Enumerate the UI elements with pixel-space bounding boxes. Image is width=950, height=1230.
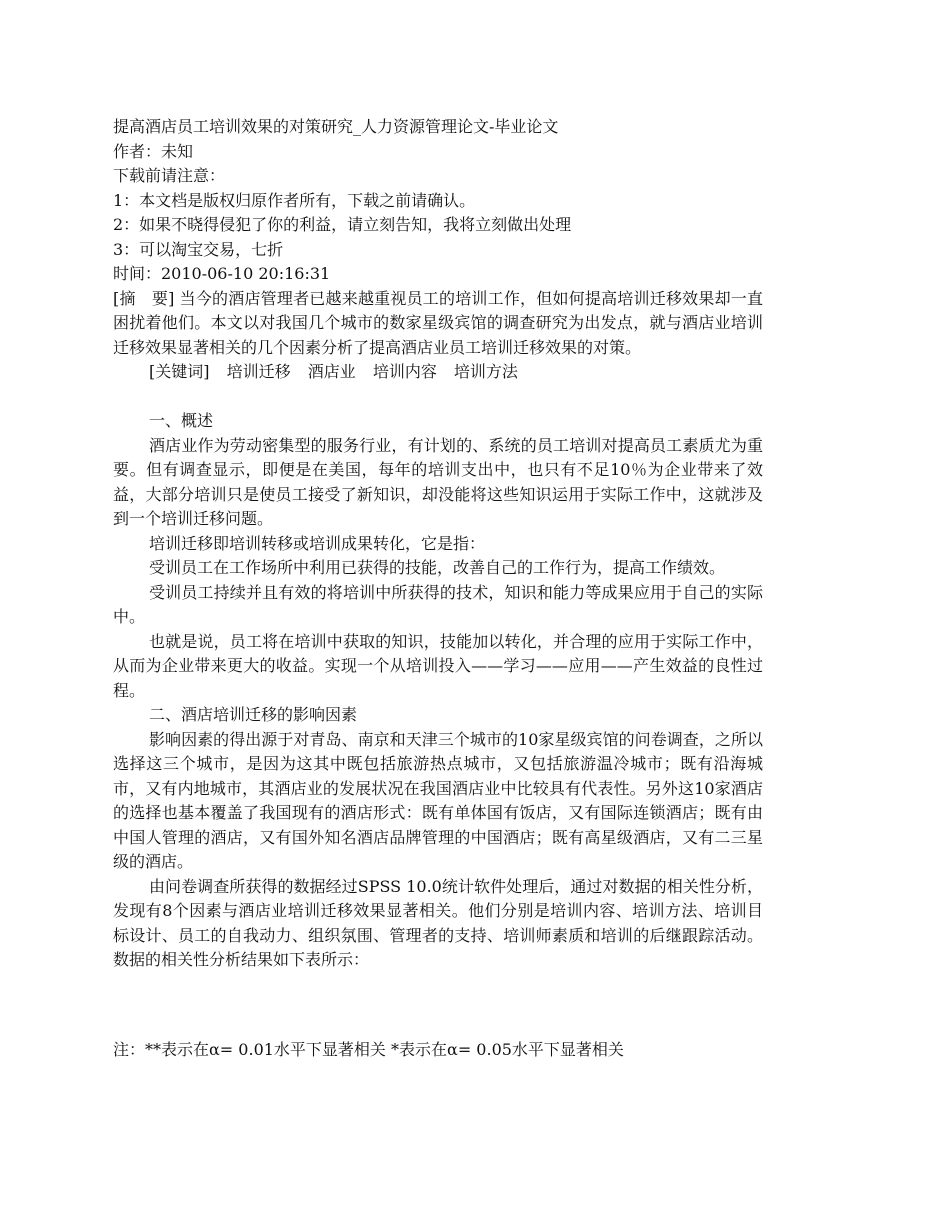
overview-paragraph-3: 受训员工在工作场所中利用已获得的技能，改善自己的工作行为，提高工作绩效。	[149, 558, 726, 577]
notice-item-1: 1：本文档是版权归原作者所有，下载之前请确认。	[113, 190, 476, 210]
keyword-item: 培训内容	[372, 362, 437, 381]
section-heading-overview: 一、概述	[149, 411, 214, 430]
overview-paragraph-1: 酒店业作为劳动密集型的服务行业，有计划的、系统的员工培训对提高员工素质尤为重要。但有调查显示，即便是在美国，每年的培训支出中，也只有不足10％为企业带来了效益，大部分培训只是使员工接受了新知识，却没能将这些知识运用于实际工作中，这就涉及到一个培训迁移问题。	[113, 435, 763, 528]
table-note: 注：**表示在α= 0.01水平下显著相关 *表示在α= 0.05水平下显著相关	[113, 1039, 624, 1059]
keywords-label: [关键词]	[149, 362, 210, 381]
keyword-item: 培训方法	[453, 362, 518, 381]
keywords-row	[113, 360, 763, 385]
factors-paragraph-1: 影响因素的得出源于对青岛、南京和天津三个城市的10家星级宾馆的问卷调查，之所以选择这三个城市，是因为这其中既包括旅游热点城市，又包括旅游温冷城市；既有沿海城市，又有内地城市，其酒店业的发展状况在我国酒店业中比较具有代表性。另外这10家酒店的选择也基本覆盖了我国现有的酒店形式：既有单体国有饭店，又有国际连锁酒店；既有由中国人管理的酒店，又有国外知名酒店品牌管理的中国酒店；既有高星级酒店，又有二三星级的酒店。	[113, 729, 763, 871]
section-heading-factors: 二、酒店培训迁移的影响因素	[149, 705, 358, 724]
notice-item-2: 2：如果不晓得侵犯了你的利益，请立刻告知，我将立刻做出处理	[113, 215, 572, 234]
factors-paragraph-2: 由问卷调查所获得的数据经过SPSS 10.0统计软件处理后，通过对数据的相关性分析，发现有8个因素与酒店业培训迁移效果显著相关。他们分别是培训内容、培训方法、培训目标设计、员工的自我动力、组织氛围、管理者的支持、培训师素质和培训的后继跟踪活动。数据的相关性分析结果如下表所示：	[113, 876, 763, 969]
notice-title: 下载前请注意：	[113, 166, 226, 185]
overview-paragraph-2: 培训迁移即培训转移或培训成果转化，它是指：	[149, 533, 486, 553]
keyword-item: 培训迁移	[226, 362, 291, 381]
author-line: 作者：未知	[113, 141, 194, 161]
document-title: 提高酒店员工培训效果的对策研究_人力资源管理论文-毕业论文	[113, 117, 559, 136]
keyword-item: 酒店业	[307, 362, 356, 381]
table-placeholder-gap	[113, 973, 763, 1022]
overview-paragraph-4: 受训员工持续并且有效的将培训中所获得的技术，知识和能力等成果应用于自己的实际中。	[113, 582, 763, 626]
spacer	[113, 385, 763, 410]
overview-paragraph-5: 也就是说，员工将在培训中获取的知识，技能加以转化，并合理的应用于实际工作中，从而为企业带来更大的收益。实现一个从培训投入——学习——应用——产生效益的良性过程。	[113, 631, 763, 700]
timestamp-line: 时间：2010-06-10 20:16:31	[113, 264, 331, 283]
notice-item-3: 3：可以淘宝交易，七折	[113, 239, 284, 259]
document-body	[113, 115, 763, 1078]
abstract-paragraph: [摘 要] 当今的酒店管理者已越来越重视员工的培训工作，但如何提高培训迁移效果却一直困扰着他们。本文以对我国几个城市的数家星级宾馆的调查研究为出发点，就与酒店业培训迁移效果显著相关的几个因素分析了提高酒店业员工培训迁移效果的对策。	[113, 288, 763, 357]
